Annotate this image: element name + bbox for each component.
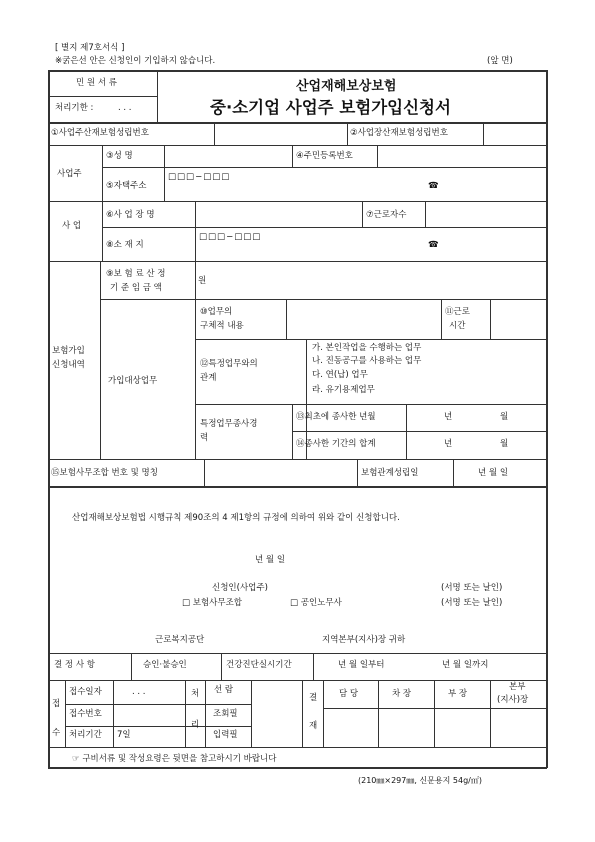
- month-unit-2: 월: [500, 439, 509, 449]
- approval-status[interactable]: 승인·불승인: [143, 660, 187, 670]
- postal-code-boxes-2[interactable]: □□□−□□□: [199, 232, 262, 242]
- insurance-details-label-2: 신청내역: [52, 360, 85, 370]
- recipient-office: 지역본부(지사)장 귀하: [322, 635, 406, 645]
- approval-label-2: 재: [309, 721, 318, 731]
- director-label: 부 장: [448, 689, 468, 699]
- border-left: [48, 70, 50, 768]
- declaration-text: 산업재해보상보험법 시행규칙 제90조의 4 제1항의 규정에 의하여 위와 같이 신청합니다.: [72, 513, 400, 523]
- reception-label-2: 수: [52, 728, 61, 738]
- work-hours-label-2: 시간: [449, 321, 466, 331]
- reception-date-value[interactable]: . . .: [132, 687, 146, 697]
- year-unit-2: 년: [444, 439, 453, 449]
- form-title: 중·소기업 사업주 보험가입신청서: [210, 98, 451, 117]
- signature-label-2: (서명 또는 날인): [441, 598, 503, 608]
- site-insurance-no-label: ②사업장산재보험성립번호: [350, 128, 448, 138]
- career-label-1: 특정업무종사경: [200, 419, 258, 429]
- reviewed-label: 선 람: [214, 685, 234, 695]
- establishment-date-label: 보험관계성립일: [361, 468, 419, 478]
- work-hours-label-1: ⑪근로: [445, 307, 470, 317]
- approval-label-1: 결: [309, 693, 318, 703]
- inquiry-done-label: 조회필: [213, 709, 238, 719]
- signature-label-1: (서명 또는 날인): [441, 583, 503, 593]
- option-da[interactable]: 다. 연(납) 업무: [312, 370, 368, 380]
- phone-icon: ☎: [428, 181, 439, 191]
- application-date[interactable]: 년 월 일: [255, 555, 286, 565]
- site-location-label: ⑧소 재 지: [106, 240, 144, 250]
- civil-docs-label: 민 원 서 류: [76, 78, 117, 88]
- home-address-label: ⑤자택주소: [106, 181, 147, 191]
- career-label-2: 력: [200, 433, 209, 443]
- deadline-label: 처리기한 :: [55, 103, 94, 113]
- decision-label: 결 정 사 항: [54, 660, 95, 670]
- border-top: [48, 70, 547, 72]
- phone-icon-2: ☎: [428, 240, 439, 250]
- deputy-director-label: 차 장: [392, 689, 412, 699]
- agent-union-checkbox[interactable]: □ 보험사무조합: [182, 598, 242, 608]
- branch-head-label-2: (지사)장: [497, 695, 529, 705]
- form-note: ※굵은선 안은 신청인이 기입하지 않습니다.: [55, 56, 216, 66]
- month-unit-1: 월: [500, 412, 509, 422]
- business-section-label: 사 업: [62, 221, 82, 231]
- insurance-office-label: ⑮보험사무조합 번호 및 명칭: [51, 468, 158, 478]
- won-unit: 원: [198, 276, 207, 286]
- establishment-date-value[interactable]: 년 월 일: [478, 468, 509, 478]
- period-to[interactable]: 년 월 일까지: [442, 660, 489, 670]
- deadline-value[interactable]: . . .: [118, 103, 132, 113]
- option-ga[interactable]: 가. 본인작업을 수행하는 업무: [312, 343, 422, 353]
- base-wage-label-1: ⑨보 험 료 산 정: [106, 269, 166, 279]
- border-right: [546, 70, 548, 768]
- target-work-label: 가입대상업무: [108, 376, 158, 386]
- special-work-relation-label-1: ⑫특정업무와의: [200, 359, 258, 369]
- option-ra[interactable]: 라. 유기용제업무: [312, 385, 375, 395]
- health-exam-period-label: 건강진단실시기간: [226, 660, 292, 670]
- reception-date-label: 접수일자: [69, 687, 102, 697]
- paper-spec: (210㎜×297㎜, 신문용지 54g/㎡): [358, 776, 482, 785]
- officer-in-charge-label: 담 당: [339, 689, 359, 699]
- option-na[interactable]: 나. 진동공구를 사용하는 업무: [312, 356, 422, 366]
- work-detail-label-1: ⑩업무의: [200, 307, 233, 317]
- reception-label-1: 접: [52, 699, 61, 709]
- worker-count-label: ⑦근로자수: [366, 210, 407, 220]
- employer-section-label: 사업주: [57, 169, 82, 179]
- special-work-relation-label-2: 관계: [200, 373, 217, 383]
- form-number: [ 별지 제7호서식 ]: [55, 43, 125, 53]
- work-detail-label-2: 구체적 내용: [200, 321, 244, 331]
- postal-code-boxes[interactable]: □□□−□□□: [168, 172, 231, 182]
- input-done-label: 입력필: [213, 730, 238, 740]
- period-from[interactable]: 년 월 일부터: [338, 660, 385, 670]
- employer-insurance-no-label: ①사업주산재보험성립번호: [51, 128, 149, 138]
- name-label: ③성 명: [106, 151, 133, 161]
- recipient-agency: 근로복지공단: [155, 635, 205, 645]
- processing-label-2: 리: [191, 720, 200, 730]
- border-bottom: [48, 767, 547, 769]
- resident-no-label: ④주민등록번호: [296, 151, 353, 161]
- processing-period-value: 7일: [117, 730, 131, 740]
- insurance-details-label-1: 보험가입: [52, 346, 85, 356]
- page-side-label: (앞 면): [487, 56, 513, 66]
- first-work-month-label: ⑬최초에 종사한 년월: [296, 412, 376, 422]
- branch-head-label-1: 본부: [509, 682, 526, 692]
- site-name-label: ⑥사 업 장 명: [106, 210, 155, 220]
- form-title-sub: 산업재해보상보험: [296, 79, 397, 94]
- applicant-label: 신청인(사업주): [212, 583, 268, 593]
- base-wage-label-2: 기 준 임 금 액: [110, 283, 162, 293]
- work-period-total-label: ⑭종사한 기간의 합계: [296, 439, 376, 449]
- year-unit-1: 년: [444, 412, 453, 422]
- reference-note: ☞ 구비서류 및 작성요령은 뒷면을 참고하시기 바랍니다: [72, 754, 277, 764]
- agent-labor-attorney-checkbox[interactable]: □ 공인노무사: [290, 598, 342, 608]
- processing-label-1: 처: [191, 689, 200, 699]
- reception-number-label: 접수번호: [69, 709, 102, 719]
- processing-period-label: 처리기간: [69, 730, 102, 740]
